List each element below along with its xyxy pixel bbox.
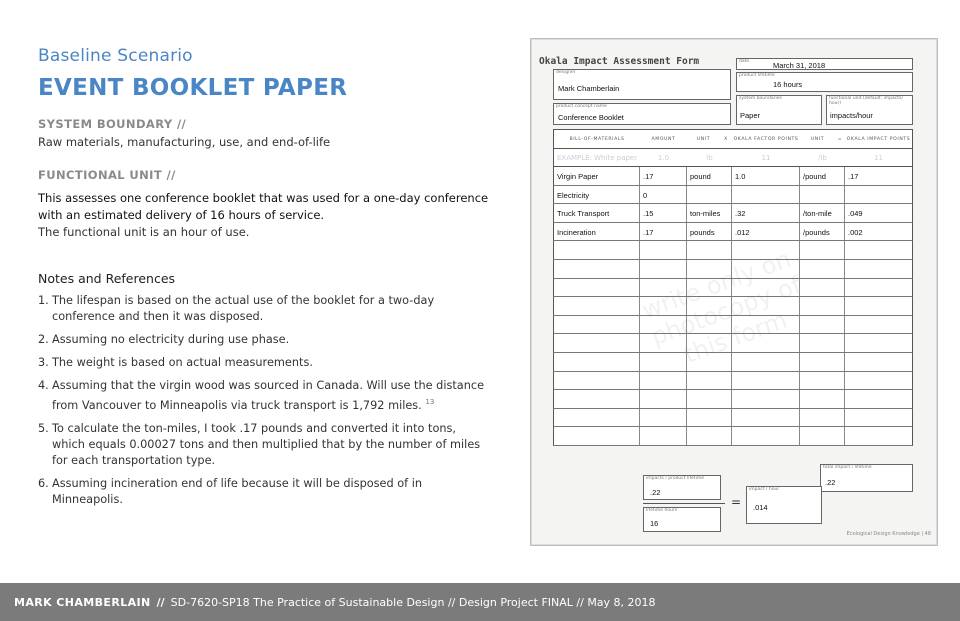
total-impact-field: total impact / lifetime .22 <box>820 464 913 492</box>
table-cell <box>554 334 640 352</box>
table-cell <box>732 279 800 297</box>
note-item: 6. Assuming incineration end of life because it will be disposed of in Minneapolis. <box>38 476 423 506</box>
system-boundary-heading: SYSTEM BOUNDARY // <box>38 117 187 131</box>
table-cell <box>687 390 732 408</box>
note-item: 5. To calculate the ton-miles, I took .17 pounds and converted it into tons, which equals 0.00027 tons and then multiplied that by the number of miles for each transportation type. <box>38 421 481 467</box>
footer-text: SD-7620-SP18 The Practice of Sustainable Design // Design Project FINAL // May 8, 2018 <box>170 595 656 609</box>
functional-unit-heading: FUNCTIONAL UNIT // <box>38 168 176 182</box>
table-cell <box>554 297 640 315</box>
lifetime-field: product lifetime 16 hours <box>736 72 913 92</box>
table-cell <box>732 316 800 334</box>
table-cell <box>800 353 845 371</box>
table-cell: .17 <box>640 167 687 185</box>
table-cell <box>800 241 845 259</box>
table-row <box>553 167 913 186</box>
table-row <box>553 353 913 372</box>
system-boundary-text: Raw materials, manufacturing, use, and end-of-life <box>38 135 331 149</box>
functional-unit-text: This assesses one conference booklet that was used for a one-day conference with an estimated delivery of 16 hours of service. <box>38 191 489 222</box>
table-cell <box>732 390 800 408</box>
table-cell: Electricity <box>554 186 640 204</box>
functional-unit-note: The functional unit is an hour of use. <box>38 225 250 239</box>
boundaries-field: system boundaries Paper <box>736 95 822 125</box>
table-cell: .049 <box>848 209 863 219</box>
table-cell <box>732 297 800 315</box>
note-item: 4. Assuming that the virgin wood was sourced in Canada. Will use the distance from Vancouver to Minneapolis via truck transport is 1,792 miles. $^{13}$ <box>38 379 485 412</box>
table-cell <box>732 260 800 278</box>
table-cell <box>687 241 732 259</box>
table-cell <box>800 390 845 408</box>
footnote-ref: 13 <box>425 398 435 406</box>
table-cell <box>687 186 732 204</box>
table-row <box>553 279 913 298</box>
table-cell <box>640 279 687 297</box>
table-cell: Virgin Paper <box>554 167 640 185</box>
table-cell: pounds <box>687 223 732 241</box>
table-cell <box>687 353 732 371</box>
concept-field: product concept name Conference Booklet <box>553 103 731 125</box>
form-source: Ecological Design Knowledge | 48 <box>846 531 931 537</box>
table-cell: .17 <box>848 172 859 181</box>
table-cell <box>554 260 640 278</box>
table-cell <box>845 279 912 297</box>
table-cell: pound <box>687 167 732 185</box>
footer-separator: // <box>156 595 165 609</box>
table-cell <box>687 409 732 427</box>
table-cell: ton-miles <box>687 204 732 222</box>
table-cell <box>640 260 687 278</box>
table-cell <box>554 353 640 371</box>
form-title: Okala Impact Assessment Form <box>539 56 700 67</box>
table-cell <box>845 409 912 427</box>
table-row <box>553 204 913 223</box>
okala-assessment-form <box>530 38 938 546</box>
table-row <box>553 427 913 446</box>
table-cell <box>845 186 912 204</box>
designer-field: designer Mark Chamberlain <box>553 69 731 100</box>
table-row <box>553 316 913 335</box>
table-cell <box>845 297 912 315</box>
table-cell: /ton-mile <box>800 204 845 222</box>
table-cell <box>687 427 732 445</box>
table-row <box>553 241 913 260</box>
table-cell <box>800 409 845 427</box>
table-row <box>553 390 913 409</box>
table-cell <box>687 316 732 334</box>
table-cell <box>732 241 800 259</box>
table-cell <box>640 409 687 427</box>
table-cell <box>732 372 800 390</box>
table-cell <box>640 316 687 334</box>
table-row <box>553 223 913 242</box>
table-cell <box>687 297 732 315</box>
table-cell <box>554 409 640 427</box>
table-cell <box>640 372 687 390</box>
table-row <box>553 409 913 428</box>
table-cell <box>732 334 800 352</box>
note-item: 2. Assuming no electricity during use phase. <box>38 333 290 346</box>
scenario-label: Baseline Scenario <box>38 46 193 66</box>
table-cell <box>640 297 687 315</box>
table-row <box>553 260 913 279</box>
table-cell <box>640 390 687 408</box>
table-cell <box>732 353 800 371</box>
fraction-line <box>643 503 725 504</box>
table-cell <box>640 427 687 445</box>
example-row: EXAMPLE: White paper 1.0 lb 11 /lb 11 <box>553 149 913 167</box>
table-cell: .32 <box>732 204 800 222</box>
table-cell <box>640 241 687 259</box>
notes-heading: Notes and References <box>38 271 176 286</box>
page-title: EVENT BOOKLET PAPER <box>38 75 348 101</box>
table-cell <box>732 186 800 204</box>
footer-bar <box>0 583 960 621</box>
footer-author: MARK CHAMBERLAIN <box>14 595 151 609</box>
table-cell <box>640 334 687 352</box>
table-cell: Truck Transport <box>554 204 640 222</box>
table-cell: .012 <box>732 223 800 241</box>
left-column <box>38 46 490 515</box>
table-cell <box>845 334 912 352</box>
table-cell <box>800 334 845 352</box>
table-cell <box>554 372 640 390</box>
table-cell <box>732 409 800 427</box>
table-row <box>553 334 913 353</box>
table-cell <box>687 372 732 390</box>
table-cell <box>845 372 912 390</box>
equals-sign: = <box>731 495 742 509</box>
table-cell <box>687 334 732 352</box>
table-cell: .15 <box>640 204 687 222</box>
table-cell <box>554 316 640 334</box>
table-cell <box>845 260 912 278</box>
notes-list <box>38 293 490 508</box>
table-cell: Incineration <box>554 223 640 241</box>
table-cell <box>687 260 732 278</box>
table-cell <box>845 316 912 334</box>
table-cell <box>800 372 845 390</box>
table-row <box>553 372 913 391</box>
table-cell <box>800 297 845 315</box>
note-item: 1. The lifespan is based on the actual use of the booklet for a two-day conference and then it was disposed. <box>38 294 435 323</box>
table-cell <box>554 390 640 408</box>
table-cell <box>800 186 845 204</box>
table-cell: 0 <box>640 186 687 204</box>
lifetime-hours-field: lifetime hours 16 <box>643 507 721 532</box>
table-cell <box>554 279 640 297</box>
table-row <box>553 297 913 316</box>
table-cell <box>640 353 687 371</box>
table-cell <box>845 427 912 445</box>
table-cell <box>800 427 845 445</box>
table-header: BILL-OF-MATERIALS AMOUNT UNIT X OKALA FACTOR POINTS UNIT = OKALA IMPACT POINTS <box>553 129 913 149</box>
table-cell <box>800 260 845 278</box>
table-cell: 1.0 <box>732 167 800 185</box>
impact-hour-field: impact / hour .014 <box>746 486 822 524</box>
table-cell: .17 <box>640 223 687 241</box>
table-cell <box>845 390 912 408</box>
table-cell: /pounds <box>800 223 845 241</box>
table-cell <box>800 279 845 297</box>
table-row <box>553 186 913 205</box>
table-cell: /pound <box>800 167 845 185</box>
table-cell <box>800 316 845 334</box>
functional-unit-field: functional unit (default: impacts/ hour) impacts/hour <box>826 95 913 125</box>
table-cell <box>554 427 640 445</box>
date-field: date March 31, 2018 <box>736 58 913 70</box>
table-cell: .002 <box>848 227 863 237</box>
table-cell <box>845 353 912 371</box>
bill-of-materials-table <box>553 129 913 446</box>
table-cell <box>732 427 800 445</box>
table-cell <box>845 241 912 259</box>
table-cell <box>554 241 640 259</box>
table-cell <box>687 279 732 297</box>
note-item: 3. The weight is based on actual measurements. <box>38 356 313 369</box>
impacts-lifetime-field: impacts / product lifetime .22 <box>643 475 721 500</box>
